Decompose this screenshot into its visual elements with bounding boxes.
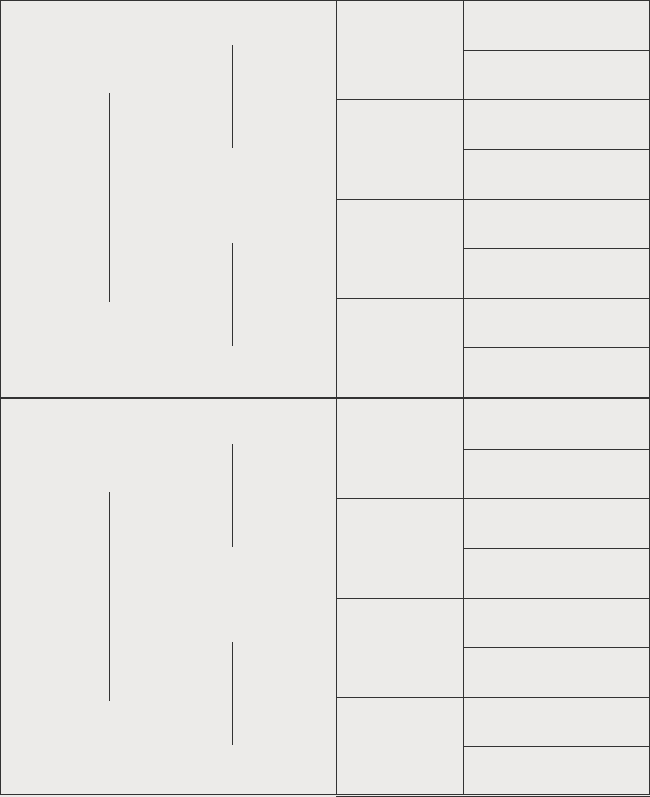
row-divider (463, 548, 650, 549)
row-divider (336, 298, 463, 299)
row-divider (463, 347, 650, 348)
row-divider (463, 598, 650, 599)
bracket-line (109, 492, 110, 701)
row-divider (336, 397, 463, 398)
row-divider (336, 697, 463, 698)
row-divider (463, 746, 650, 747)
row-divider (463, 99, 650, 100)
bracket-line (232, 642, 233, 745)
row-divider (336, 598, 463, 599)
bracket-line (109, 93, 110, 302)
row-divider (336, 99, 463, 100)
row-divider (463, 149, 650, 150)
bracket-line (232, 444, 233, 547)
row-divider (463, 449, 650, 450)
row-divider (463, 498, 650, 499)
row-divider (463, 199, 650, 200)
bracket-line (232, 243, 233, 346)
row-divider (463, 248, 650, 249)
row-divider (463, 50, 650, 51)
row-divider (463, 697, 650, 698)
row-divider (463, 298, 650, 299)
bracket-line (232, 45, 233, 148)
row-divider (336, 199, 463, 200)
row-divider (463, 397, 650, 398)
row-divider (463, 647, 650, 648)
row-divider (336, 498, 463, 499)
